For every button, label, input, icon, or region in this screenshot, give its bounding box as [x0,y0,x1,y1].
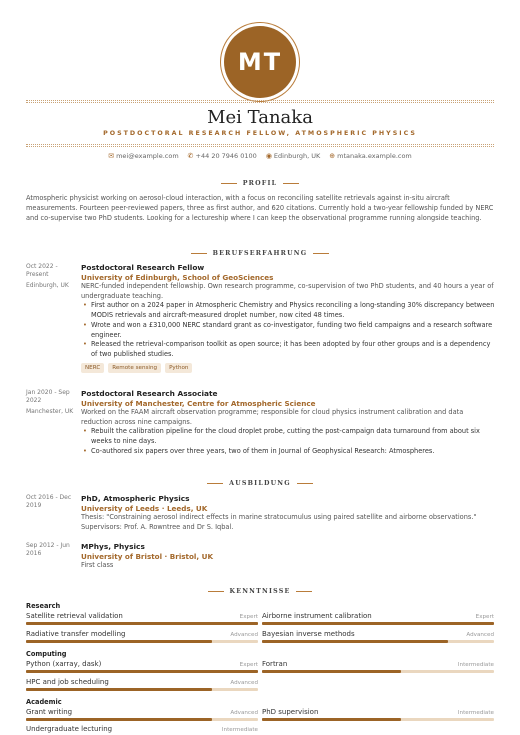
entry-meta [26,263,76,290]
skill-name: HPC and job scheduling [26,678,109,686]
skill-name: Undergraduate lecturing [26,725,113,733]
skill-item [262,660,494,673]
section-heading-profile [0,180,520,187]
skill-bar [262,718,494,721]
skill-name: PhD supervision [262,708,319,716]
skills-heading: KENNTNISSE [229,588,291,595]
heading-rule [297,483,313,484]
experience-heading: BERUFSERFAHRUNG [212,250,308,257]
skill-item [26,708,258,721]
divider-bottom [26,144,494,147]
skill-bar-fill [262,622,494,625]
contact-email[interactable] [108,152,178,160]
skill-item [26,612,258,625]
skill-item [26,725,258,735]
entry-bullet: • Rebuilt the calibration pipeline for the cloud droplet probe, cutting the post-campaign data turnaround from about six weeks to nine days. [81,427,496,446]
globe-icon: ⊕ [329,152,336,160]
section-heading-experience [0,250,520,257]
section-heading-skills [0,588,520,595]
job-title: POSTDOCTORAL RESEARCH FELLOW, ATMOSPHERIC PHYSICS [103,130,417,137]
entry-organization: University of Edinburgh, School of GeoSciences [81,272,274,282]
entry-dates: Oct 2022 - Present [26,263,58,279]
heading-rule [221,183,237,184]
skill-bar [26,622,258,625]
skill-level: Intermediate [457,662,494,668]
entry-role: Postdoctoral Research Associate [81,389,218,398]
tag: Remote sensing [108,363,161,373]
entry-description: Thesis: "Constraining aerosol indirect effects in marine stratocumulus using paired satellite and airborne observations." Supervisors: Prof. A. Rowntree and Dr S. Iqbal. [81,513,477,531]
heading-rule [313,253,329,254]
person-name: Mei Tanaka [207,107,313,128]
heading-rule [191,253,207,254]
contact-phone-text: +44 20 7946 0100 [195,152,257,160]
profile-heading: PROFIL [242,180,278,187]
skill-bar-fill [26,718,212,721]
entry-meta [26,389,76,416]
entry-meta [26,542,76,559]
entry-description: Worked on the FAAM aircraft observation programme; responsible for cloud physics instrument calibration and data reduction across nine campaigns. [81,408,464,426]
monogram-initials: MT [237,48,283,76]
skill-bar-fill [26,622,258,625]
skill-bar [262,640,494,643]
skill-level: Advanced [466,632,494,638]
heading-rule [208,591,224,592]
skill-level: Expert [475,614,494,620]
skill-bar [262,670,494,673]
skill-category: Computing [26,650,67,658]
entry-bullet: • Released the retrieval-comparison toolkit as open source; it has been adopted by four other groups and is a dependency of two published studies. [81,340,496,359]
entry-body [81,389,496,457]
section-heading-education [0,480,520,487]
skill-level: Intermediate [221,727,258,733]
skill-bar-fill [26,640,212,643]
heading-rule [296,591,312,592]
skill-bar [262,622,494,625]
entry-description: NERC-funded independent fellowship. Own research programme, co-supervision of two PhD students, and 40 hours a year of undergraduate teaching. [81,282,494,300]
skill-name: Airborne instrument calibration [262,612,372,620]
entry-institution: University of Bristol · Bristol, UK [81,551,214,561]
monogram-avatar [224,26,296,98]
skill-bar [26,670,258,673]
skill-level: Advanced [230,632,258,638]
skill-item [26,630,258,643]
tag-list [81,363,496,373]
contact-location [266,152,320,160]
entry-location: Manchester, UK [26,407,74,415]
contact-phone[interactable] [188,152,257,160]
skill-level: Advanced [230,710,258,716]
entry-body [81,263,496,373]
contact-website[interactable] [329,152,411,160]
skill-item [262,612,494,625]
skill-bar [26,688,258,691]
skill-level: Expert [239,614,258,620]
location-icon: ◉ [265,152,272,160]
mail-icon: ✉ [108,152,115,160]
skill-name: Grant writing [26,708,73,716]
entry-body [81,542,496,571]
skill-bar-fill [262,670,401,673]
skill-bar-fill [262,640,448,643]
entry-body [81,494,496,532]
entry-bullet: • First author on a 2024 paper in Atmospheric Chemistry and Physics reconciling a long-standing 30% discrepancy between MODIS retrievals and aircraft-measured droplet number, now cited 48 times. [81,301,496,320]
skill-bar [26,718,258,721]
skill-level: Advanced [230,680,258,686]
skill-bar-fill [262,718,401,721]
entry-degree: PhD, Atmospheric Physics [81,494,190,503]
skill-item [262,630,494,643]
tag: Python [165,363,192,373]
skill-item [26,660,258,673]
skill-category: Research [26,602,61,610]
skill-name: Bayesian inverse methods [262,630,355,638]
entry-role: Postdoctoral Research Fellow [81,263,205,272]
entry-meta [26,494,76,511]
skill-name: Fortran [262,660,288,668]
skill-bar-fill [26,670,258,673]
contact-bar [0,152,520,160]
skill-category: Academic [26,698,62,706]
skill-level: Expert [239,662,258,668]
entry-bullet: • Wrote and won a £310,000 NERC standard grant as co-investigator, funding two field campaigns and a research software engineer. [81,321,496,340]
entry-degree: MPhys, Physics [81,542,145,551]
skill-name: Python (xarray, dask) [26,660,102,668]
contact-email-text: mei@example.com [116,152,179,160]
education-heading: AUSBILDUNG [229,480,291,487]
contact-location-text: Edinburgh, UK [273,152,321,160]
skill-name: Satellite retrieval validation [26,612,123,620]
phone-icon: ✆ [187,152,194,160]
skill-bar-fill [26,688,212,691]
skill-bar [26,640,258,643]
entry-organization: University of Manchester, Centre for Atmospheric Science [81,398,316,408]
tag: NERC [81,363,104,373]
entry-dates: Oct 2016 - Dec 2019 [26,494,72,510]
heading-rule [283,183,299,184]
entry-bullet: • Co-authored six papers over three years, two of them in Journal of Geophysical Research: Atmospheres. [81,447,496,457]
skill-name: Radiative transfer modelling [26,630,126,638]
skill-item [26,678,258,691]
heading-rule [207,483,223,484]
entry-location: Edinburgh, UK [26,281,69,289]
divider-top [26,100,494,103]
entry-dates: Jan 2020 - Sep 2022 [26,389,70,405]
skill-item [262,708,494,721]
entry-dates: Sep 2012 - Jun 2016 [26,542,70,558]
entry-institution: University of Leeds · Leeds, UK [81,503,208,513]
skill-level: Intermediate [457,710,494,716]
entry-description: First class [81,561,114,569]
contact-website-text: mtanaka.example.com [337,152,412,160]
profile-summary: Atmospheric physicist working on aerosol-cloud interaction, with a focus on reconciling satellite retrievals against in-situ aircraft measurements. Fourteen peer-reviewed papers, three as first author, and 620 citations. Currently hold a two-year fellowship funded by NERC and co-supervise two PhD students. Looking for a lectureship where I can keep the observational programme running alongside teaching. [26,194,494,222]
